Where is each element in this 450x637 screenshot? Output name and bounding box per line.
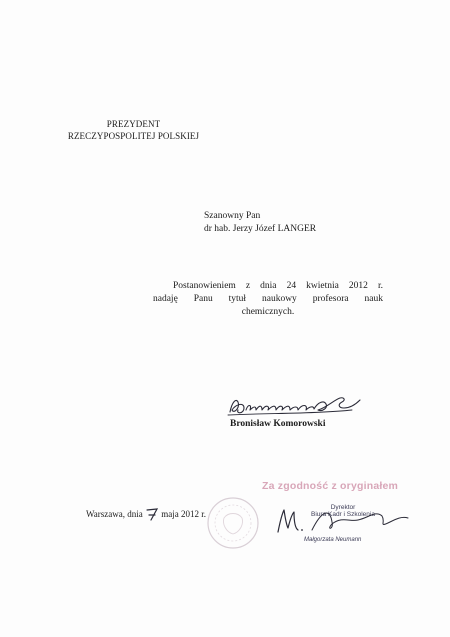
signer-name: Bronisław Komorowski [230, 419, 326, 429]
letterhead [66, 118, 201, 142]
director-handwritten-signature [272, 500, 412, 540]
body-line-1: Postanowieniem z dnia 24 kwietnia 2012 r. [173, 281, 383, 291]
letter-body [153, 280, 383, 319]
stamp-role-line-2: Biura Kadr i Szkolenia [311, 511, 375, 518]
addressee-name: dr hab. Jerzy Józef LANGER [204, 224, 317, 234]
certification-stamp-title: Za zgodność z oryginałem [262, 480, 399, 492]
president-handwritten-signature [226, 388, 366, 422]
place-and-date [86, 507, 206, 521]
addressee-block [204, 210, 316, 236]
salutation: Szanowny Pan [204, 211, 261, 221]
handwritten-day-glyph [145, 507, 159, 521]
place-date-prefix: Warszawa, dnia [86, 509, 143, 519]
stamp-role-line-1: Dyrektor [330, 504, 356, 511]
letterhead-line-1: PREZYDENT [106, 119, 161, 129]
body-line-3: chemicznych. [241, 307, 295, 317]
embossed-seal [206, 496, 260, 550]
letterhead-line-2: RZECZYPOSPOLITEJ POLSKIEJ [67, 131, 200, 141]
handwritten-day [145, 509, 161, 519]
body-line-2: nadaję Panu tytuł naukowy profesora nauk [153, 294, 383, 304]
certification-stamp-name: Małgorzata Neumann [304, 537, 362, 543]
place-date-suffix: maja 2012 r. [161, 509, 206, 519]
